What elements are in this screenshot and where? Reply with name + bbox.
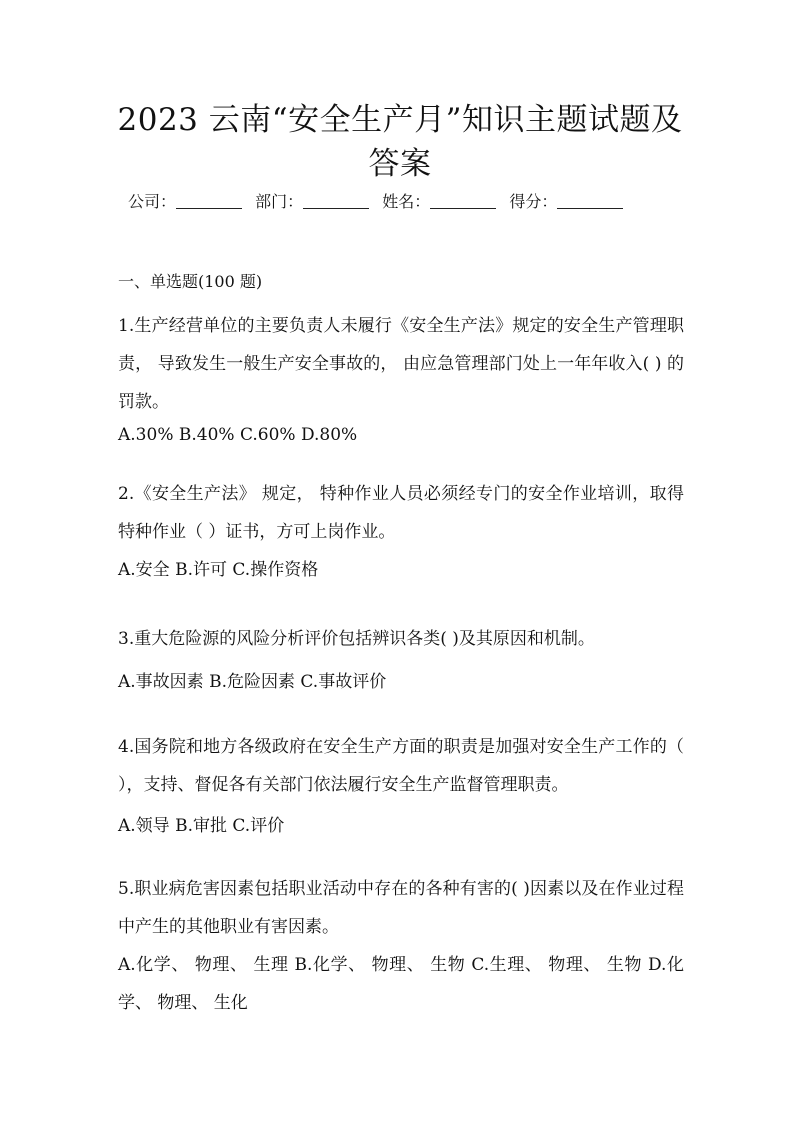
score-field — [509, 190, 623, 214]
section-heading: 一、单选题(100 题) — [118, 272, 263, 291]
question-4 — [118, 728, 684, 848]
info-fields-row — [128, 190, 631, 214]
question-2-options: A.安全 B.许可 C.操作资格 — [118, 560, 319, 580]
company-label: 公司： — [128, 192, 177, 211]
company-blank — [176, 192, 242, 209]
title-line-1: 2023 云南“安全生产月”知识主题试题及 — [117, 102, 683, 138]
name-field — [382, 190, 496, 214]
name-blank — [430, 192, 496, 209]
question-4-stem: 4.国务院和地方各级政府在安全生产方面的职责是加强对安全生产工作的（ ），支持、督促各有关部门依法履行安全生产监督管理职责。 — [118, 737, 684, 795]
company-field — [128, 190, 242, 214]
question-3 — [118, 620, 684, 706]
score-blank — [557, 192, 623, 209]
name-label: 姓名： — [382, 192, 431, 211]
title-line-2: 答案 — [368, 146, 432, 182]
question-3-options: A.事故因素 B.危险因素 C.事故评价 — [118, 672, 387, 692]
department-label: 部门： — [255, 192, 304, 211]
question-1 — [118, 307, 684, 449]
question-5-options: A.化学、 物理、 生理 B.化学、 物理、 生物 C.生理、 物理、 生物 D.化学、 物理、 生化 — [118, 955, 684, 1013]
question-2 — [118, 475, 684, 589]
question-5 — [118, 870, 684, 1022]
question-5-stem: 5.职业病危害因素包括职业活动中存在的各种有害的( )因素以及在作业过程中产生的其他职业有害因素。 — [118, 879, 684, 937]
score-label: 得分： — [509, 192, 558, 211]
document-title — [100, 98, 700, 186]
question-2-stem: 2.《安全生产法》 规定， 特种作业人员必须经专门的安全作业培训，取得特种作业（ ）证书，方可上岗作业。 — [118, 484, 684, 542]
question-4-options: A.领导 B.审批 C.评价 — [118, 816, 285, 836]
department-blank — [303, 192, 369, 209]
question-1-options: A.30% B.40% C.60% D.80% — [118, 425, 358, 445]
question-3-stem: 3.重大危险源的风险分析评价包括辨识各类( )及其原因和机制。 — [118, 629, 595, 649]
question-1-stem: 1.生产经营单位的主要负责人未履行《安全生产法》规定的安全生产管理职责， 导致发生一般生产安全事故的， 由应急管理部门处上一年年收入( ) 的罚款。 — [118, 316, 684, 412]
department-field — [255, 190, 369, 214]
